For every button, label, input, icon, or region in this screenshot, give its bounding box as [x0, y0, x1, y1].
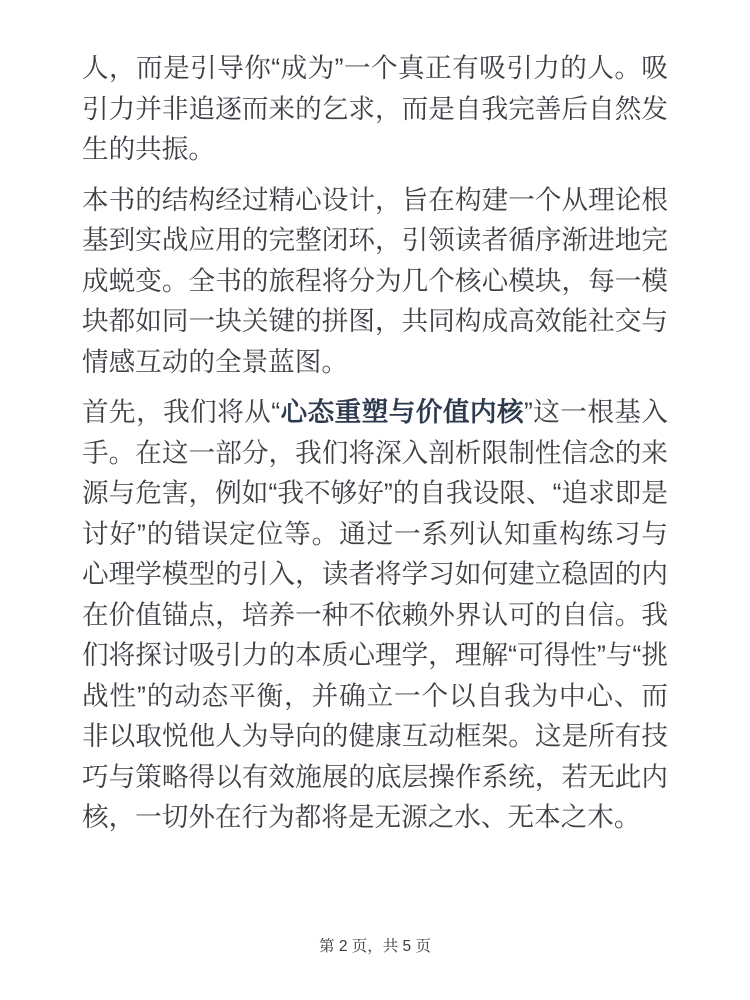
paragraph-3-lead-text: 首先，我们将从“ — [82, 397, 281, 427]
paragraph-1: 人，而是引导你“成为”一个真正有吸引力的人。吸引力并非追逐而来的乞求，而是自我完善后自然发生的共振。 — [82, 53, 668, 164]
page-footer — [0, 936, 750, 958]
highlight-term-mindset-core: 心态重塑与价值内核 — [280, 397, 524, 427]
page-number-indicator: 第 2 页，共 5 页 — [319, 938, 431, 955]
paragraph-2: 本书的结构经过精心设计，旨在构建一个从理论根基到实战应用的完整闭环，引领读者循序渐进地完成蜕变。全书的旅程将分为几个核心模块，每一模块都如同一块关键的拼图，共同构成高效能社交与情感互动的全景蓝图。 — [82, 184, 668, 377]
paragraph-3-body-text: ”这一根基入手。在这一部分，我们将深入剖析限制性信念的来源与危害，例如“我不够好”的自我设限、“追求即是讨好”的错误定位等。通过一系列认知重构练习与心理学模型的引入，读者将学习如何建立稳固的内在价值锚点，培养一种不依赖外界认可的自信。我们将探讨吸引力的本质心理学，理解“可得性”与“挑战性”的动态平衡，并确立一个以自我为中心、而非以取悦他人为导向的健康互动框架。这是所有技巧与策略得以有效施展的底层操作系统，若无此内核，一切外在行为都将是无源之水、无本之木。 — [82, 397, 669, 832]
paragraph-3 — [82, 392, 668, 838]
page-content — [82, 48, 668, 838]
